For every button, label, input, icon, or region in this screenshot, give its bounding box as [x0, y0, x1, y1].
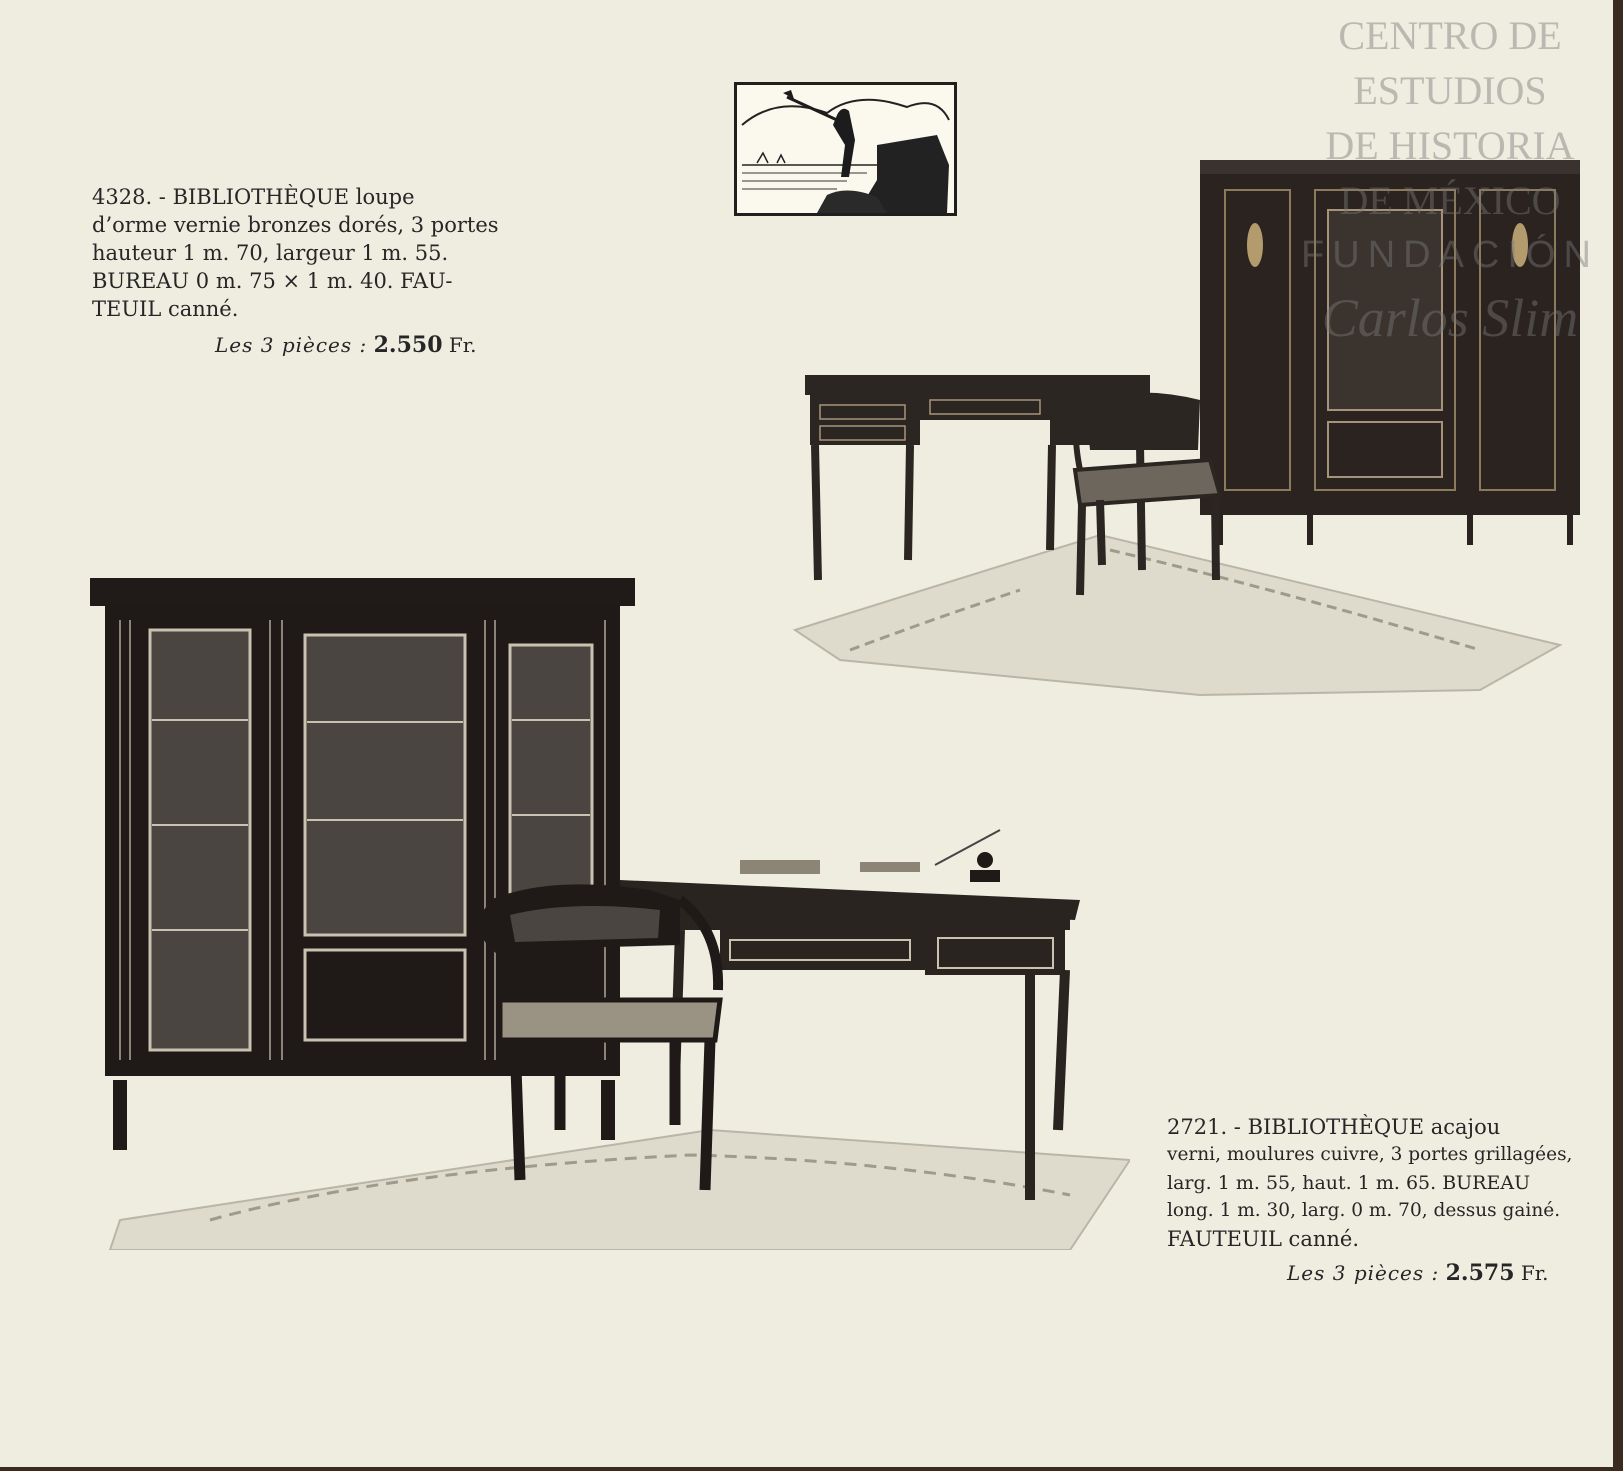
price-4328 — [215, 332, 476, 358]
caption-4328 — [92, 183, 499, 323]
caption-line: 4328. - BIBLIOTHÈQUE loupe — [92, 185, 415, 209]
price-currency: Fr. — [1520, 1261, 1549, 1285]
caption-2721 — [1167, 1113, 1573, 1253]
caption-line: BUREAU 0 m. 75 × 1 m. 40. FAU- — [92, 269, 453, 293]
caption-line: d’orme vernie bronzes dorés, 3 portes — [92, 213, 499, 237]
price-lead: Les 3 pièces : — [1287, 1261, 1440, 1285]
price-currency: Fr. — [448, 333, 477, 357]
price-amount: 2.550 — [373, 332, 443, 358]
scan-edge-bottom — [0, 1467, 1623, 1471]
caption-line: hauteur 1 m. 70, largeur 1 m. 55. — [92, 241, 449, 265]
watermark-line: DE MÉXICO — [1339, 178, 1561, 223]
caption-line: verni, moulures cuivre, 3 portes grillagées, — [1167, 1144, 1573, 1165]
caption-line: FAUTEUIL canné. — [1167, 1227, 1359, 1251]
watermark-line: CENTRO DE — [1338, 13, 1562, 58]
scan-edge-right — [1613, 0, 1623, 1471]
watermark-line: DE HISTORIA — [1325, 123, 1575, 168]
institution-watermark — [1290, 8, 1610, 353]
watermark-signature: Carlos Slim — [1321, 288, 1579, 348]
price-amount: 2.575 — [1445, 1260, 1515, 1286]
price-lead: Les 3 pièces : — [215, 333, 368, 357]
furniture-photo-2721 — [90, 570, 1130, 1250]
watermark-line: ESTUDIOS — [1353, 68, 1547, 113]
caption-line: long. 1 m. 30, larg. 0 m. 70, dessus gainé. — [1167, 1200, 1561, 1221]
caption-line: larg. 1 m. 55, haut. 1 m. 65. BUREAU — [1167, 1172, 1531, 1194]
caption-line: TEUIL canné. — [92, 297, 239, 321]
price-2721 — [1287, 1260, 1548, 1286]
watermark-line: FUNDACIÓN — [1301, 234, 1599, 276]
caption-line: 2721. - BIBLIOTHÈQUE acajou — [1167, 1115, 1501, 1139]
